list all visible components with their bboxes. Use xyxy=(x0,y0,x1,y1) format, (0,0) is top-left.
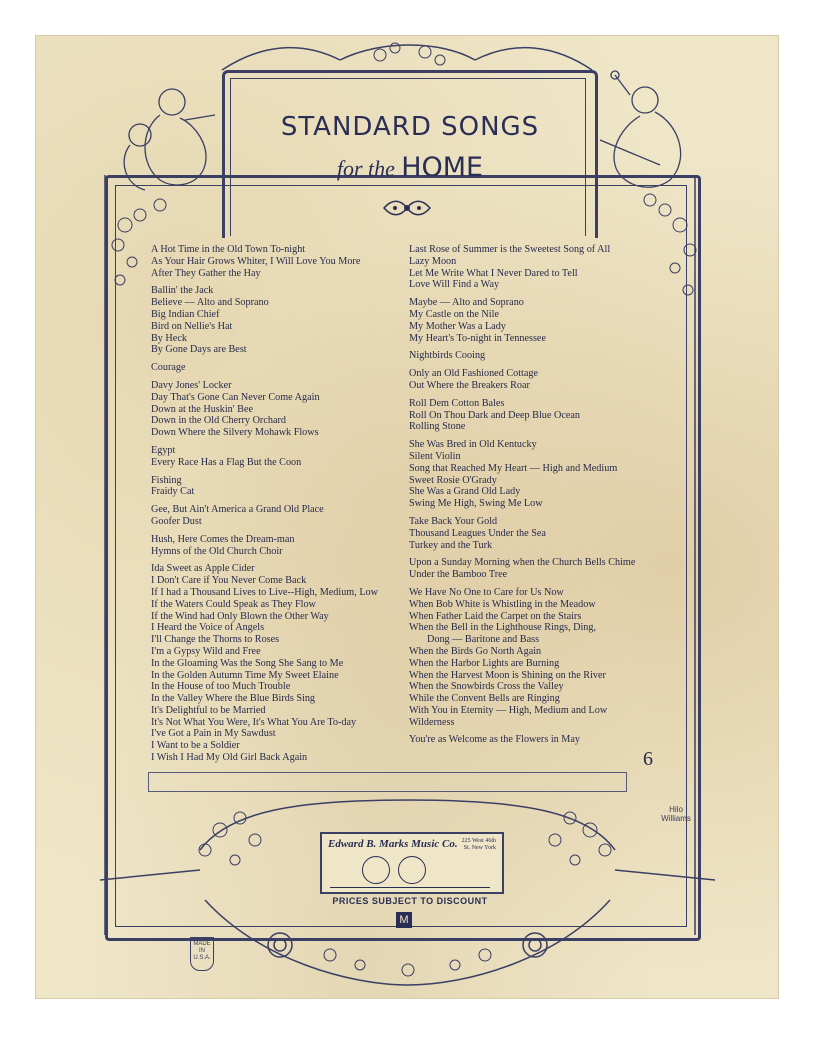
song-title: Roll On Thou Dark and Deep Blue Ocean xyxy=(409,409,580,421)
song-title: I Want to be a Soldier xyxy=(151,740,240,752)
song-title: Davy Jones' Locker xyxy=(151,379,232,391)
song-title: I've Got a Pain in My Sawdust xyxy=(151,728,276,740)
song-title: Take Back Your Gold xyxy=(409,515,498,527)
song-title: Only an Old Fashioned Cottage xyxy=(409,368,539,380)
song-title: Upon a Sunday Morning when the Church Bells Chime xyxy=(409,557,636,569)
song-title: Bird on Nellie's Hat xyxy=(151,320,233,332)
song-title: Fishing xyxy=(151,474,182,486)
song-title: If I had a Thousand Lives to Live--High, Medium, Low xyxy=(151,586,378,598)
song-title: Courage xyxy=(151,362,186,374)
song-title: It's Not What You Were, It's What You Are To-day xyxy=(151,716,357,728)
song-title: Wilderness xyxy=(409,716,455,728)
song-title: Day That's Gone Can Never Come Again xyxy=(151,391,320,403)
song-title: While the Convent Bells are Ringing xyxy=(409,693,560,705)
song-title: I'll Change the Thorns to Roses xyxy=(151,634,280,646)
song-title: In the Golden Autumn Time My Sweet Elaine xyxy=(151,669,339,681)
song-title: Silent Violin xyxy=(409,450,461,462)
song-title: If the Wind had Only Blown the Other Way xyxy=(151,610,329,622)
song-title: Lazy Moon xyxy=(409,255,457,267)
song-title: Swing Me High, Swing Me Low xyxy=(409,498,543,510)
song-title: Thousand Leagues Under the Sea xyxy=(409,527,546,539)
song-title: Under the Bamboo Tree xyxy=(409,569,508,581)
prices-note: PRICES SUBJECT TO DISCOUNT xyxy=(332,896,488,906)
song-title: Hush, Here Comes the Dream-man xyxy=(151,533,295,545)
song-title: I Don't Care if You Never Come Back xyxy=(151,575,307,587)
subtitle-home: HOME xyxy=(401,152,484,183)
song-list-left xyxy=(151,244,403,764)
song-title: I Wish I Had My Old Girl Back Again xyxy=(151,752,308,764)
song-title: Out Where the Breakers Roar xyxy=(409,379,530,391)
publisher-rule xyxy=(330,887,490,888)
song-title: Down in the Old Cherry Orchard xyxy=(151,415,286,427)
song-title: Down Where the Silvery Mohawk Flows xyxy=(151,427,319,439)
song-title: She Was a Grand Old Lady xyxy=(409,486,521,498)
song-title: Hymns of the Old Church Choir xyxy=(151,545,283,557)
made-in-usa-badge: MADE IN U.S.A. xyxy=(190,937,214,971)
song-title: Ida Sweet as Apple Cider xyxy=(151,563,255,575)
song-title: A Hot Time in the Old Town To-night xyxy=(151,244,306,255)
song-title: In the Valley Where the Blue Birds Sing xyxy=(151,693,316,705)
song-title: If the Waters Could Speak as They Flow xyxy=(151,598,316,610)
song-title: You're as Welcome as the Flowers in May xyxy=(409,734,580,746)
song-title: Turkey and the Turk xyxy=(409,539,493,551)
cover-subtitle xyxy=(222,152,598,183)
song-title: Fraidy Cat xyxy=(151,486,195,498)
song-title: Ballin' the Jack xyxy=(151,285,214,297)
song-title: My Mother Was a Lady xyxy=(409,320,506,332)
song-title: We Have No One to Care for Us Now xyxy=(409,586,564,598)
song-title: With You in Eternity — High, Medium and Low xyxy=(409,704,608,716)
publisher-address: 225 West 46th St. New York xyxy=(461,838,496,851)
song-title: My Castle on the Nile xyxy=(409,308,499,320)
subtitle-for-the: for the xyxy=(336,156,395,181)
song-title: Goofer Dust xyxy=(151,515,202,527)
song-title: When the Harvest Moon is Shining on the River xyxy=(409,669,606,681)
song-title: Love Will Find a Way xyxy=(409,279,500,291)
song-title: My Heart's To-night in Tennessee xyxy=(409,332,546,344)
song-title: Maybe — Alto and Soprano xyxy=(409,297,524,309)
song-title: Gee, But Ain't America a Grand Old Place xyxy=(151,504,324,516)
discount-mark: M xyxy=(396,912,412,928)
seal-icon xyxy=(398,856,426,884)
song-title: In the House of too Much Trouble xyxy=(151,681,291,693)
song-title: Rolling Stone xyxy=(409,421,466,433)
song-title: After They Gather the Hay xyxy=(151,267,261,279)
song-title: Let Me Write What I Never Dared to Tell xyxy=(409,267,578,279)
song-title: When the Snowbirds Cross the Valley xyxy=(409,681,564,693)
song-title: By Heck xyxy=(151,332,187,344)
song-title: Sweet Rosie O'Grady xyxy=(409,474,497,486)
song-title: In the Gloaming Was the Song She Sang to Me xyxy=(151,657,344,669)
publisher-logo xyxy=(320,832,504,894)
cover-title: STANDARD SONGS xyxy=(280,112,540,142)
song-title: I Heard the Voice of Angels xyxy=(151,622,265,634)
blank-price-box xyxy=(148,772,627,792)
song-title: As Your Hair Grows Whiter, I Will Love You More xyxy=(151,255,361,267)
song-title: It's Delightful to be Married xyxy=(151,704,266,716)
song-title: By Gone Days are Best xyxy=(151,344,247,356)
song-title: Believe — Alto and Soprano xyxy=(151,297,269,309)
song-title: When the Harbor Lights are Burning xyxy=(409,657,560,669)
song-title: She Was Bred in Old Kentucky xyxy=(409,439,537,451)
song-title: Dong — Baritone and Bass xyxy=(427,634,540,646)
seal-icon xyxy=(362,856,390,884)
artist-signature: Hilo Williams xyxy=(661,805,691,823)
song-title: I'm a Gypsy Wild and Free xyxy=(151,645,261,657)
song-title: Last Rose of Summer is the Sweetest Song of All xyxy=(409,244,611,255)
title-ornament-icon xyxy=(382,197,432,219)
song-title: Nightbirds Cooing xyxy=(409,350,486,362)
song-title: When the Bell in the Lighthouse Rings, Ding, xyxy=(409,622,597,634)
page-number: 6 xyxy=(643,748,653,770)
song-title: When Father Laid the Carpet on the Stairs xyxy=(409,610,582,622)
song-title: When Bob White is Whistling in the Meadow xyxy=(409,598,596,610)
song-list-right xyxy=(409,244,659,746)
song-title: Song that Reached My Heart — High and Medium xyxy=(409,462,618,474)
publisher-name: Edward B. Marks Music Co. xyxy=(328,838,458,850)
song-title: Egypt xyxy=(151,444,176,456)
song-title: Big Indian Chief xyxy=(151,308,220,320)
song-title: Roll Dem Cotton Bales xyxy=(409,397,505,409)
song-title: Every Race Has a Flag But the Coon xyxy=(151,456,302,468)
song-title: Down at the Huskin' Bee xyxy=(151,403,253,415)
song-title: When the Birds Go North Again xyxy=(409,645,542,657)
